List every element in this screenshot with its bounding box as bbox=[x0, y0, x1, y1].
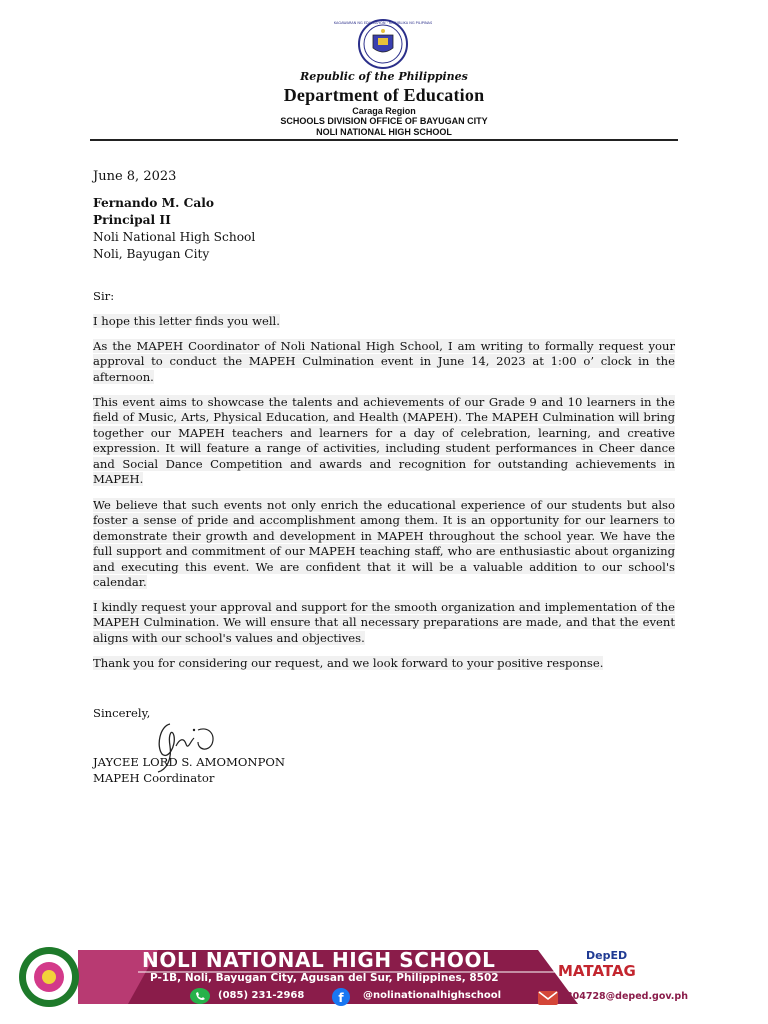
department-title: Department of Education bbox=[283, 85, 485, 105]
school-line: NOLI NATIONAL HIGH SCHOOL bbox=[316, 127, 452, 137]
paragraph-3: This event aims to showcase the talents and achievements of our Grade 9 and 10 learners in the field of Music, Arts, Physical Education, and Health (MAPEH). The MAPEH Culmination will bring together our MAPEH teachers and learners for a day of celebration, learning, and creative expression. It will feature a range of activities, including student performances in Cheer dance and Social Dance Competition and awards and recognition for outstanding achievements in MAPEH. bbox=[93, 395, 675, 487]
footer-facebook: @nolinationalhighschool bbox=[363, 990, 502, 1001]
footer-school-name: NOLI NATIONAL HIGH SCHOOL bbox=[142, 948, 496, 972]
paragraph-2: As the MAPEH Coordinator of Noli National High School, I am writing to formally request your approval to conduct the MAPEH Culmination event in June 14, 2023 at 1:00 o’ clock in the afternoon. bbox=[93, 339, 675, 384]
seal-text: KAGAWARAN NG EDUKASYON · REPUBLIKA NG PILIPINAS bbox=[333, 21, 433, 25]
footer-phone: (085) 231-2968 bbox=[218, 990, 305, 1001]
footer-address: P-1B, Noli, Bayugan City, Agusan del Sur, Philippines, 8502 bbox=[150, 972, 499, 984]
deped-seal-logo bbox=[333, 18, 433, 70]
school-logo bbox=[18, 946, 80, 1008]
region-line: Caraga Region bbox=[352, 106, 416, 116]
salutation: Sir: bbox=[93, 289, 115, 303]
facebook-icon bbox=[332, 988, 350, 1006]
phone-icon bbox=[190, 988, 210, 1004]
division-line: SCHOOLS DIVISION OFFICE OF BAYUGAN CITY bbox=[280, 116, 488, 126]
recipient-title: Principal II bbox=[93, 213, 171, 227]
recipient-address: Noli, Bayugan City bbox=[93, 247, 210, 261]
recipient-name: Fernando M. Calo bbox=[93, 196, 215, 210]
paragraph-1: I hope this letter finds you well. bbox=[93, 314, 280, 328]
paragraph-5: I kindly request your approval and support for the smooth organization and implementation of the MAPEH Culmination. We will ensure that all necessary preparations are made, and that the event aligns with our school's values and objectives. bbox=[93, 600, 675, 645]
recipient-school: Noli National High School bbox=[93, 230, 256, 244]
paragraph-6: Thank you for considering our request, and we look forward to your positive response. bbox=[93, 656, 604, 670]
footer-banner bbox=[18, 946, 738, 1008]
republic-line: Republic of the Philippines bbox=[300, 70, 468, 83]
svg-text:f: f bbox=[338, 991, 344, 1005]
mail-icon bbox=[538, 990, 558, 1004]
footer-email: 304728@deped.gov.ph bbox=[566, 991, 688, 1002]
paragraph-4: We believe that such events not only enrich the educational experience of our students but also foster a sense of pride and accomplishment among them. It is an opportunity for our learners to demonstrate their growth and development in MAPEH throughout the school year. We have the full support and commitment of our MAPEH teaching staff, who are enthusiastic about organizing and executing this event. We are confident that it will be a valuable addition to our school's calendar. bbox=[93, 498, 675, 590]
letter-date: June 8, 2023 bbox=[93, 169, 177, 184]
closing: Sincerely, bbox=[93, 706, 151, 720]
matatag-logo-text: MATATAG bbox=[558, 962, 636, 980]
deped-logo-text: DepED bbox=[586, 949, 628, 962]
header-divider bbox=[90, 139, 678, 141]
sender-title: MAPEH Coordinator bbox=[93, 771, 215, 785]
sender-name: JAYCEE LORD S. AMOMONPON bbox=[93, 755, 286, 769]
